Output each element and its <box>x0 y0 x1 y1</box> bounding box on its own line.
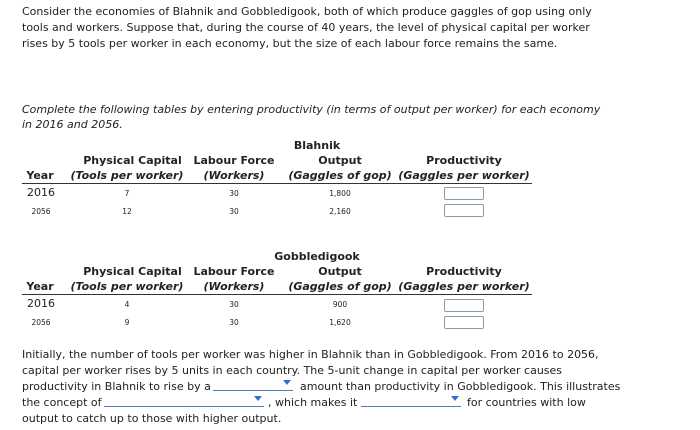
header-rule <box>22 183 532 184</box>
header-rule <box>22 294 532 295</box>
concept-dropdown[interactable] <box>104 395 264 407</box>
capital-cell: 7 <box>124 189 130 198</box>
labour-cell: 30 <box>229 318 239 327</box>
output-cell: 900 <box>332 300 348 309</box>
intro-line: Consider the economies of Blahnik and Gobbledigook, both of which produce gaggles of gop using only <box>22 5 592 18</box>
productivity-input-gobbledigook-2056[interactable] <box>444 316 484 329</box>
year-cell: 2016 <box>27 297 55 310</box>
labour-header: Labour Force <box>193 265 275 278</box>
output-unit-header: (Gaggles of gop) <box>288 280 392 293</box>
labour-cell: 30 <box>229 300 239 309</box>
paragraph-line: the concept of <box>22 396 102 409</box>
output-unit-header: (Gaggles of gop) <box>288 169 392 182</box>
instructions-line: in 2016 and 2056. <box>22 118 123 131</box>
productivity-header: Productivity <box>426 154 502 167</box>
capital-cell: 12 <box>122 207 132 216</box>
output-cell: 1,620 <box>329 318 351 327</box>
productivity-input-blahnik-2056[interactable] <box>444 204 484 217</box>
productivity-input-gobbledigook-2016[interactable] <box>444 299 484 312</box>
intro-line: rises by 5 tools per worker in each economy, but the size of each labour force remains the same. <box>22 37 558 50</box>
capital-header: Physical Capital <box>83 154 182 167</box>
paragraph-line: amount than productivity in Gobbledigook. This illustrates <box>300 380 621 393</box>
year-cell: 2056 <box>31 207 51 216</box>
year-header: Year <box>26 169 54 182</box>
capital-header: Physical Capital <box>83 265 182 278</box>
capital-unit-header: (Tools per worker) <box>70 280 184 293</box>
paragraph-line: productivity in Blahnik to rise by a <box>22 380 211 393</box>
table-title: Blahnik <box>293 139 341 152</box>
chevron-down-icon <box>254 396 262 401</box>
blahnik-table <box>22 139 532 219</box>
labour-cell: 30 <box>229 207 239 216</box>
labour-header: Labour Force <box>193 154 275 167</box>
labour-cell: 30 <box>229 189 239 198</box>
paragraph-line: capital per worker rises by 5 units in each country. The 5-unit change in capital per worker causes <box>22 364 563 377</box>
chevron-down-icon <box>451 396 459 401</box>
output-header: Output <box>318 154 362 167</box>
chevron-down-icon <box>283 380 291 385</box>
table-title: Gobbledigook <box>274 250 360 263</box>
labour-unit-header: (Workers) <box>203 169 265 182</box>
productivity-input-blahnik-2016[interactable] <box>444 187 484 200</box>
year-cell: 2056 <box>31 318 51 327</box>
paragraph-line: output to catch up to those with higher output. <box>22 412 282 425</box>
intro-line: tools and workers. Suppose that, during the course of 40 years, the level of physical capital per worker <box>22 21 590 34</box>
paragraph-line: for countries with low <box>467 396 586 409</box>
capital-cell: 9 <box>124 318 130 327</box>
table-instructions <box>22 102 682 132</box>
output-cell: 1,800 <box>329 189 351 198</box>
instructions-line: Complete the following tables by entering productivity (in terms of output per worker) for each economy <box>22 103 601 116</box>
paragraph-line: , which makes it <box>268 396 358 409</box>
magnitude-dropdown[interactable] <box>213 379 293 391</box>
output-header: Output <box>318 265 362 278</box>
problem-intro <box>22 4 682 52</box>
year-header: Year <box>26 280 54 293</box>
paragraph-line: Initially, the number of tools per worker was higher in Blahnik than in Gobbledigook. From 2016 to 2056, <box>22 348 599 361</box>
capital-unit-header: (Tools per worker) <box>70 169 184 182</box>
gobbledigook-table <box>22 250 532 332</box>
productivity-unit-header: (Gaggles per worker) <box>398 169 530 182</box>
capital-cell: 4 <box>124 300 130 309</box>
productivity-header: Productivity <box>426 265 502 278</box>
output-cell: 2,160 <box>329 207 351 216</box>
year-cell: 2016 <box>27 186 55 199</box>
ease-dropdown[interactable] <box>361 395 461 407</box>
productivity-unit-header: (Gaggles per worker) <box>398 280 530 293</box>
labour-unit-header: (Workers) <box>203 280 265 293</box>
